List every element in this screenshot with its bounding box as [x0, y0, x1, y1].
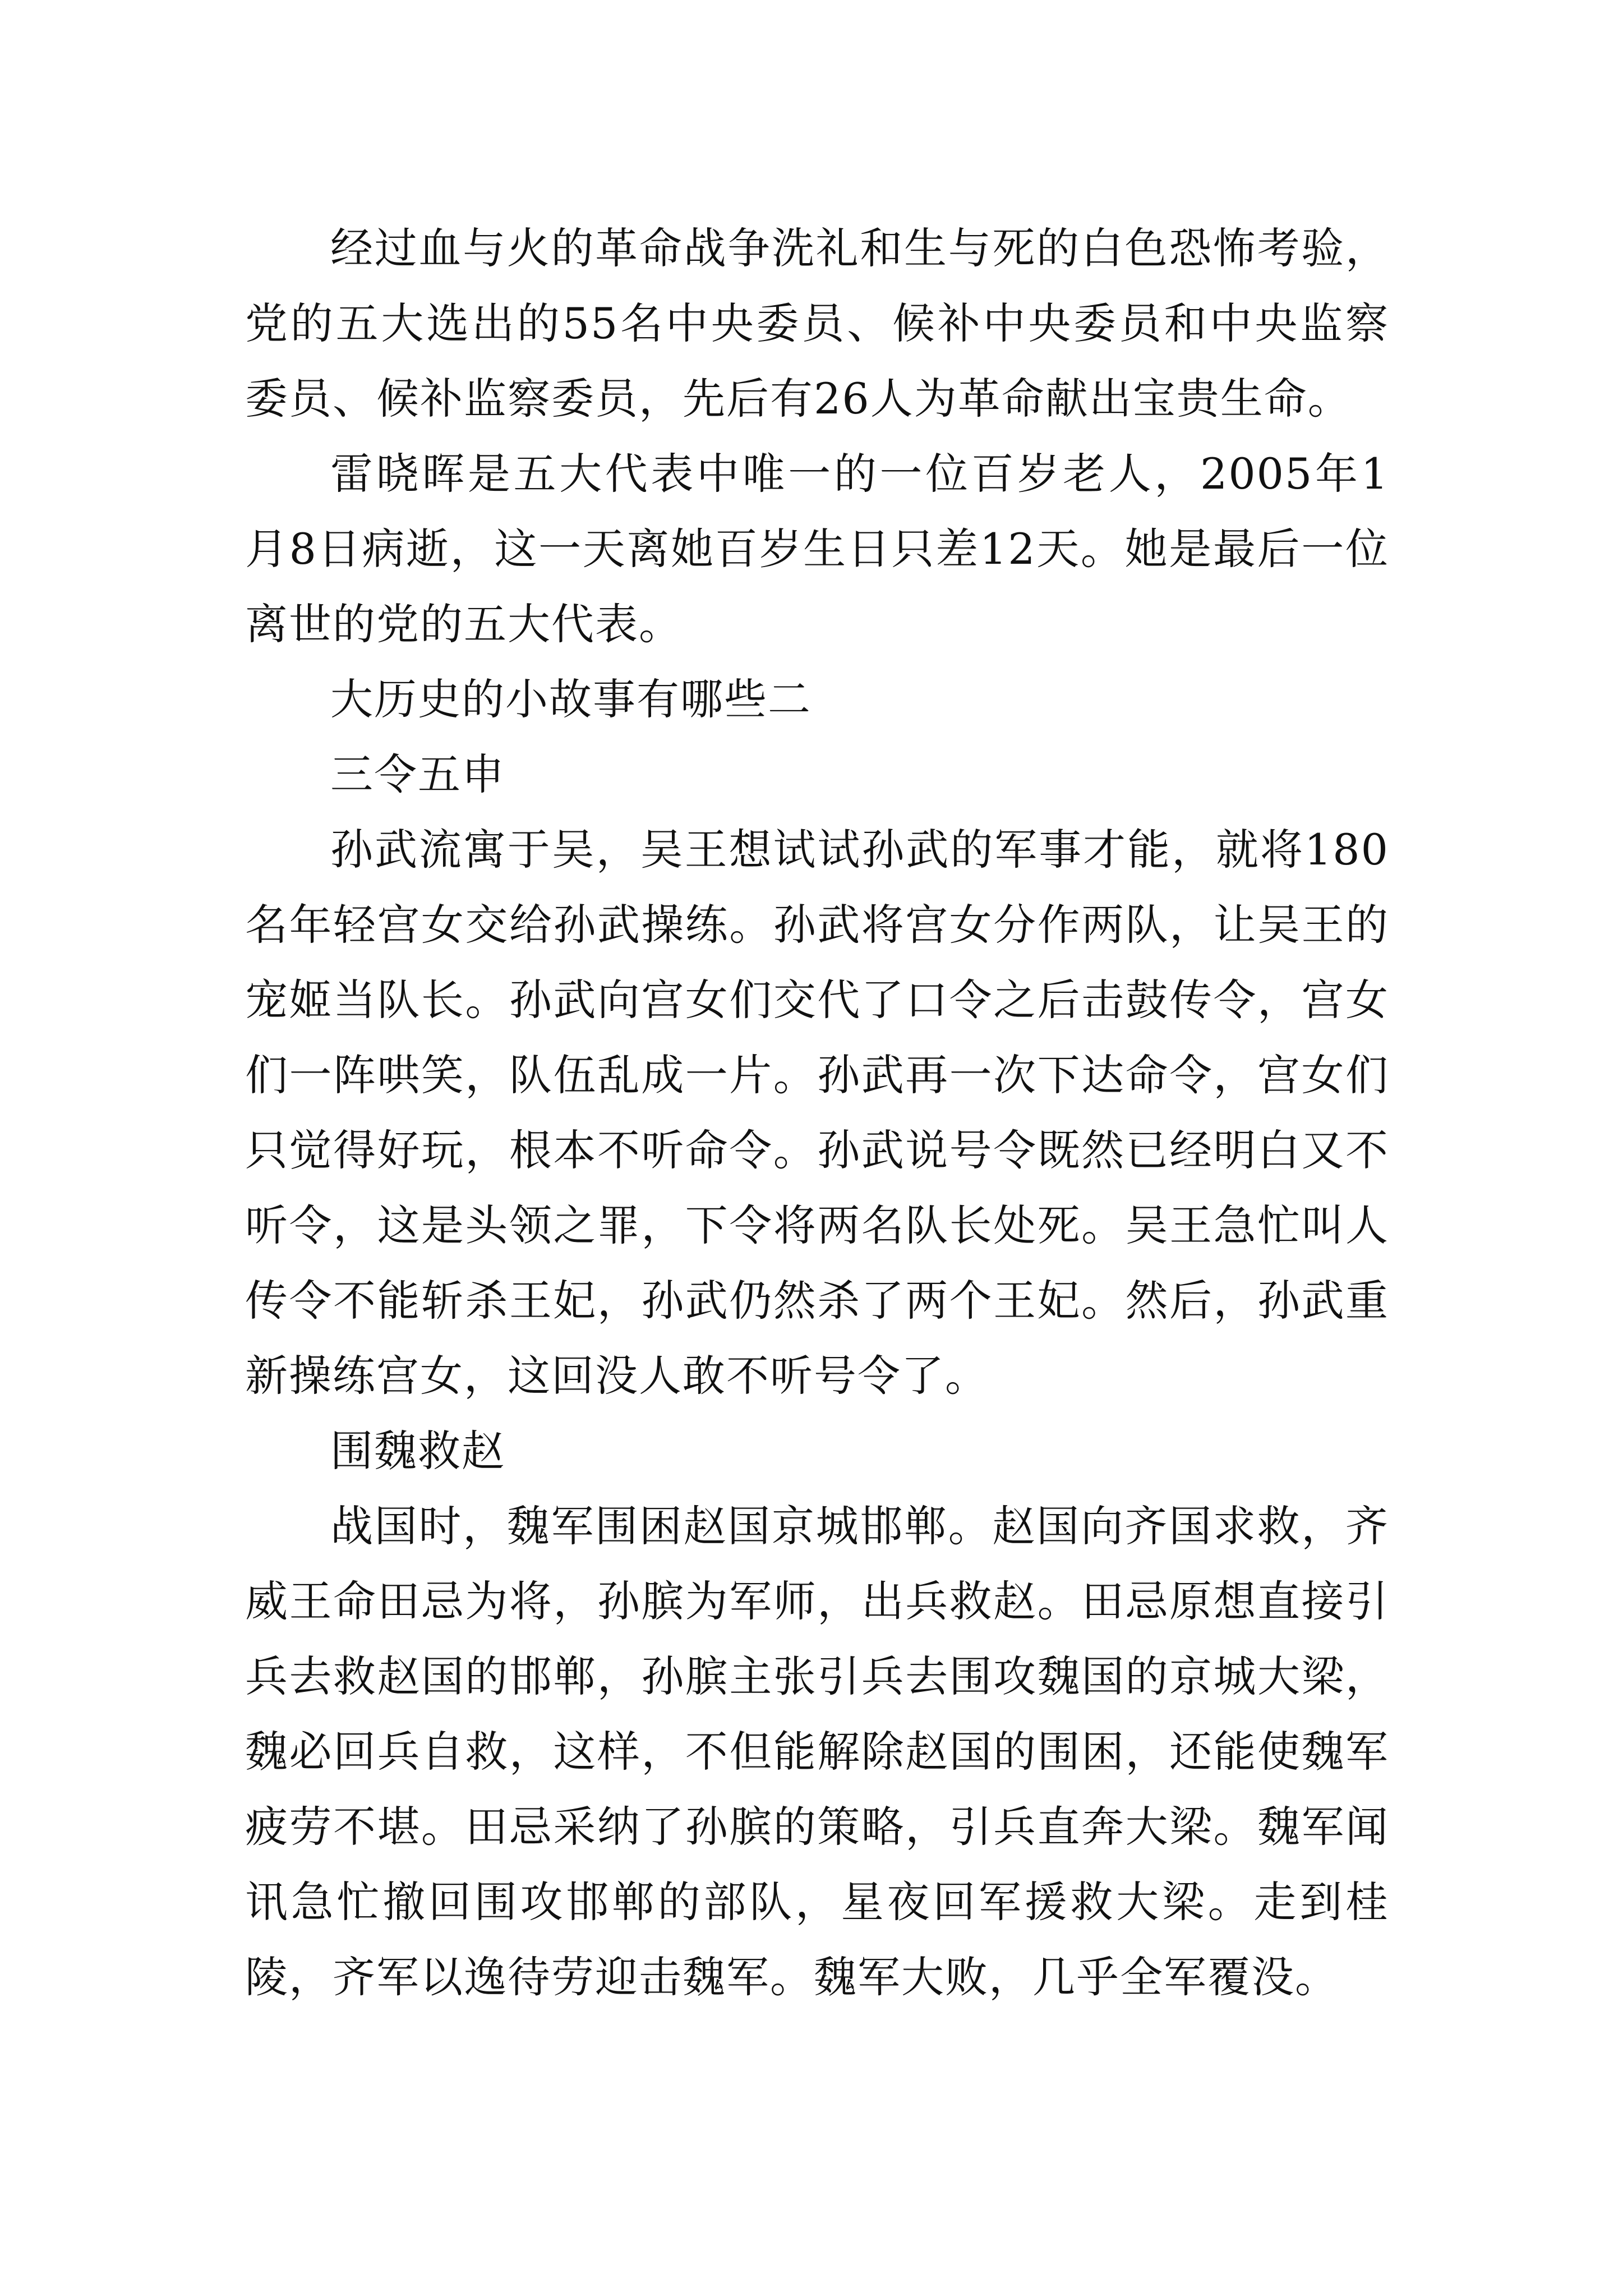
story-title-weiwei-jiuzhao: 围魏救赵: [330, 1426, 505, 1476]
paragraph-sunwu-story: 孙武流寓于吴，吴王想试试孙武的军事才能，就将180名年轻宫女交给孙武操练。孙武将宫女分作两队，让吴王的宠姬当队长。孙武向宫女们交代了口令之后击鼓传令，宫女们一阵哄笑，队伍乱成一片。孙武再一次下达命令，宫女们只觉得好玩，根本不听命令。孙武说号令既然已经明白又不听令，这是头领之罪，下令将两名队长处死。吴王急忙叫人传令不能斩杀王妃，孙武仍然杀了两个王妃。然后，孙武重新操练宫女，这回没人敢不听号令了。: [245, 825, 1389, 1401]
story-title-sanling-wushen: 三令五申: [330, 749, 505, 799]
section-heading: 大历史的小故事有哪些二: [330, 674, 811, 724]
document-body: [245, 211, 1389, 2015]
paragraph-martyrs: 经过血与火的革命战争洗礼和生与死的白色恐怖考验，党的五大选出的55名中央委员、候补中央委员和中央监察委员、候补监察委员，先后有26人为革命献出宝贵生命。: [245, 223, 1389, 424]
paragraph-lei-xiaohui: 雷晓晖是五大代表中唯一的一位百岁老人，2005年1月8日病逝，这一天离她百岁生日只差12天。她是最后一位离世的党的五大代表。: [245, 449, 1389, 649]
paragraph-weiwei-story: 战国时，魏军围困赵国京城邯郸。赵国向齐国求救，齐威王命田忌为将，孙膑为军师，出兵救赵。田忌原想直接引兵去救赵国的邯郸，孙膑主张引兵去围攻魏国的京城大梁，魏必回兵自救，这样，不但能解除赵国的围困，还能使魏军疲劳不堪。田忌采纳了孙膑的策略，引兵直奔大梁。魏军闻讯急忙撤回围攻邯郸的部队，星夜回军援救大梁。走到桂陵，齐军以逸待劳迎击魏军。魏军大败，几乎全军覆没。: [245, 1501, 1389, 2002]
